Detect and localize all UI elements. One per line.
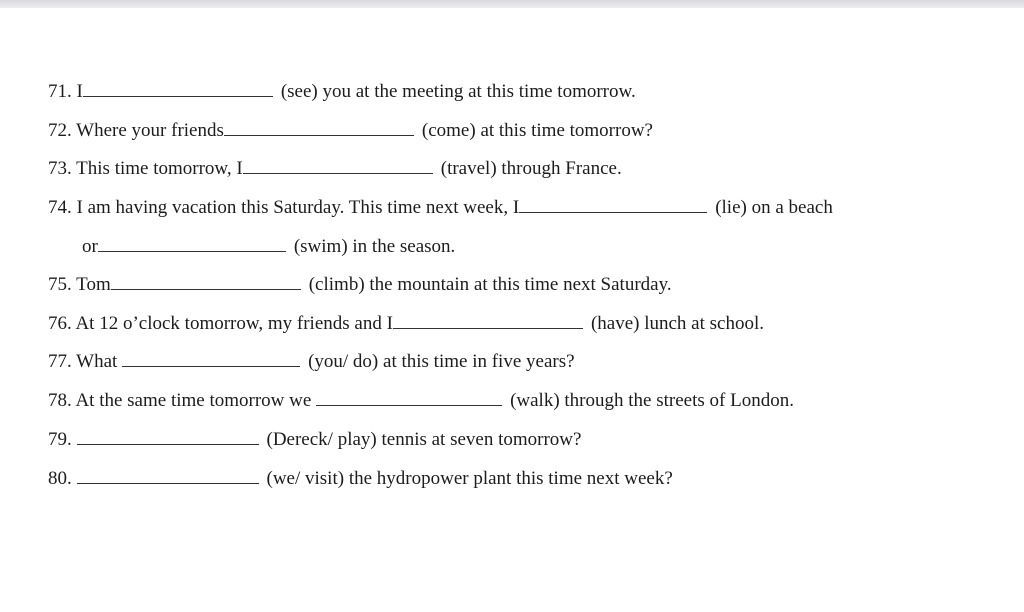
question-80-hint: (we/ visit) the hydropower plant this time next week? xyxy=(266,468,673,489)
question-74-blank[interactable] xyxy=(519,211,707,213)
question-74 xyxy=(48,195,833,221)
question-78 xyxy=(48,388,794,414)
question-79 xyxy=(48,427,581,453)
question-71-blank[interactable] xyxy=(83,95,273,97)
question-74-text: I am having vacation this Saturday. This time next week, I xyxy=(76,197,520,218)
question-75-blank[interactable] xyxy=(111,288,301,290)
question-76-hint: (have) lunch at school. xyxy=(590,313,764,334)
question-76-blank[interactable] xyxy=(393,327,583,329)
window-top-strip xyxy=(0,0,1024,8)
question-72-number: 72. xyxy=(48,120,72,141)
question-80-blank[interactable] xyxy=(77,482,259,484)
question-74b-blank[interactable] xyxy=(98,250,286,252)
question-77-blank[interactable] xyxy=(122,365,300,367)
question-73-text: This time tomorrow, I xyxy=(76,158,243,179)
question-72 xyxy=(48,118,653,144)
question-75-number: 75. xyxy=(48,274,72,295)
question-74b-hint: (swim) in the season. xyxy=(293,236,456,257)
question-71-number: 71. I xyxy=(48,81,83,102)
question-77 xyxy=(48,349,575,375)
question-77-hint: (you/ do) at this time in five years? xyxy=(308,351,575,372)
question-78-number: 78. xyxy=(48,390,72,411)
question-72-text: Where your friends xyxy=(76,120,224,141)
question-77-number: 77. xyxy=(48,351,72,372)
question-75-hint: (climb) the mountain at this time next Saturday. xyxy=(308,274,672,295)
question-74-hint: (lie) on a beach xyxy=(715,197,833,218)
question-80-number: 80. xyxy=(48,468,72,489)
question-79-hint: (Dereck/ play) tennis at seven tomorrow? xyxy=(266,429,582,450)
question-73-hint: (travel) through France. xyxy=(440,158,622,179)
question-79-number: 79. xyxy=(48,429,72,450)
question-77-text: What xyxy=(76,351,118,372)
question-76 xyxy=(48,311,764,337)
question-71-hint: (see) you at the meeting at this time tomorrow. xyxy=(280,81,636,102)
question-75 xyxy=(48,272,672,298)
question-73-blank[interactable] xyxy=(243,172,433,174)
question-76-text: At 12 o’clock tomorrow, my friends and I xyxy=(75,313,393,334)
question-76-number: 76. xyxy=(48,313,72,334)
question-71 xyxy=(48,79,636,105)
question-75-text: Tom xyxy=(76,274,111,295)
question-72-hint: (come) at this time tomorrow? xyxy=(421,120,653,141)
worksheet-page xyxy=(0,8,1024,612)
question-73-number: 73. xyxy=(48,158,72,179)
question-79-blank[interactable] xyxy=(77,443,259,445)
question-78-text: At the same time tomorrow we xyxy=(75,390,312,411)
question-74-continuation xyxy=(82,234,455,260)
question-72-blank[interactable] xyxy=(224,134,414,136)
question-78-hint: (walk) through the streets of London. xyxy=(510,390,794,411)
question-74-number: 74. xyxy=(48,197,72,218)
question-73 xyxy=(48,156,622,182)
question-80 xyxy=(48,466,673,492)
question-78-blank[interactable] xyxy=(316,404,502,406)
question-74b-text: or xyxy=(82,236,98,257)
